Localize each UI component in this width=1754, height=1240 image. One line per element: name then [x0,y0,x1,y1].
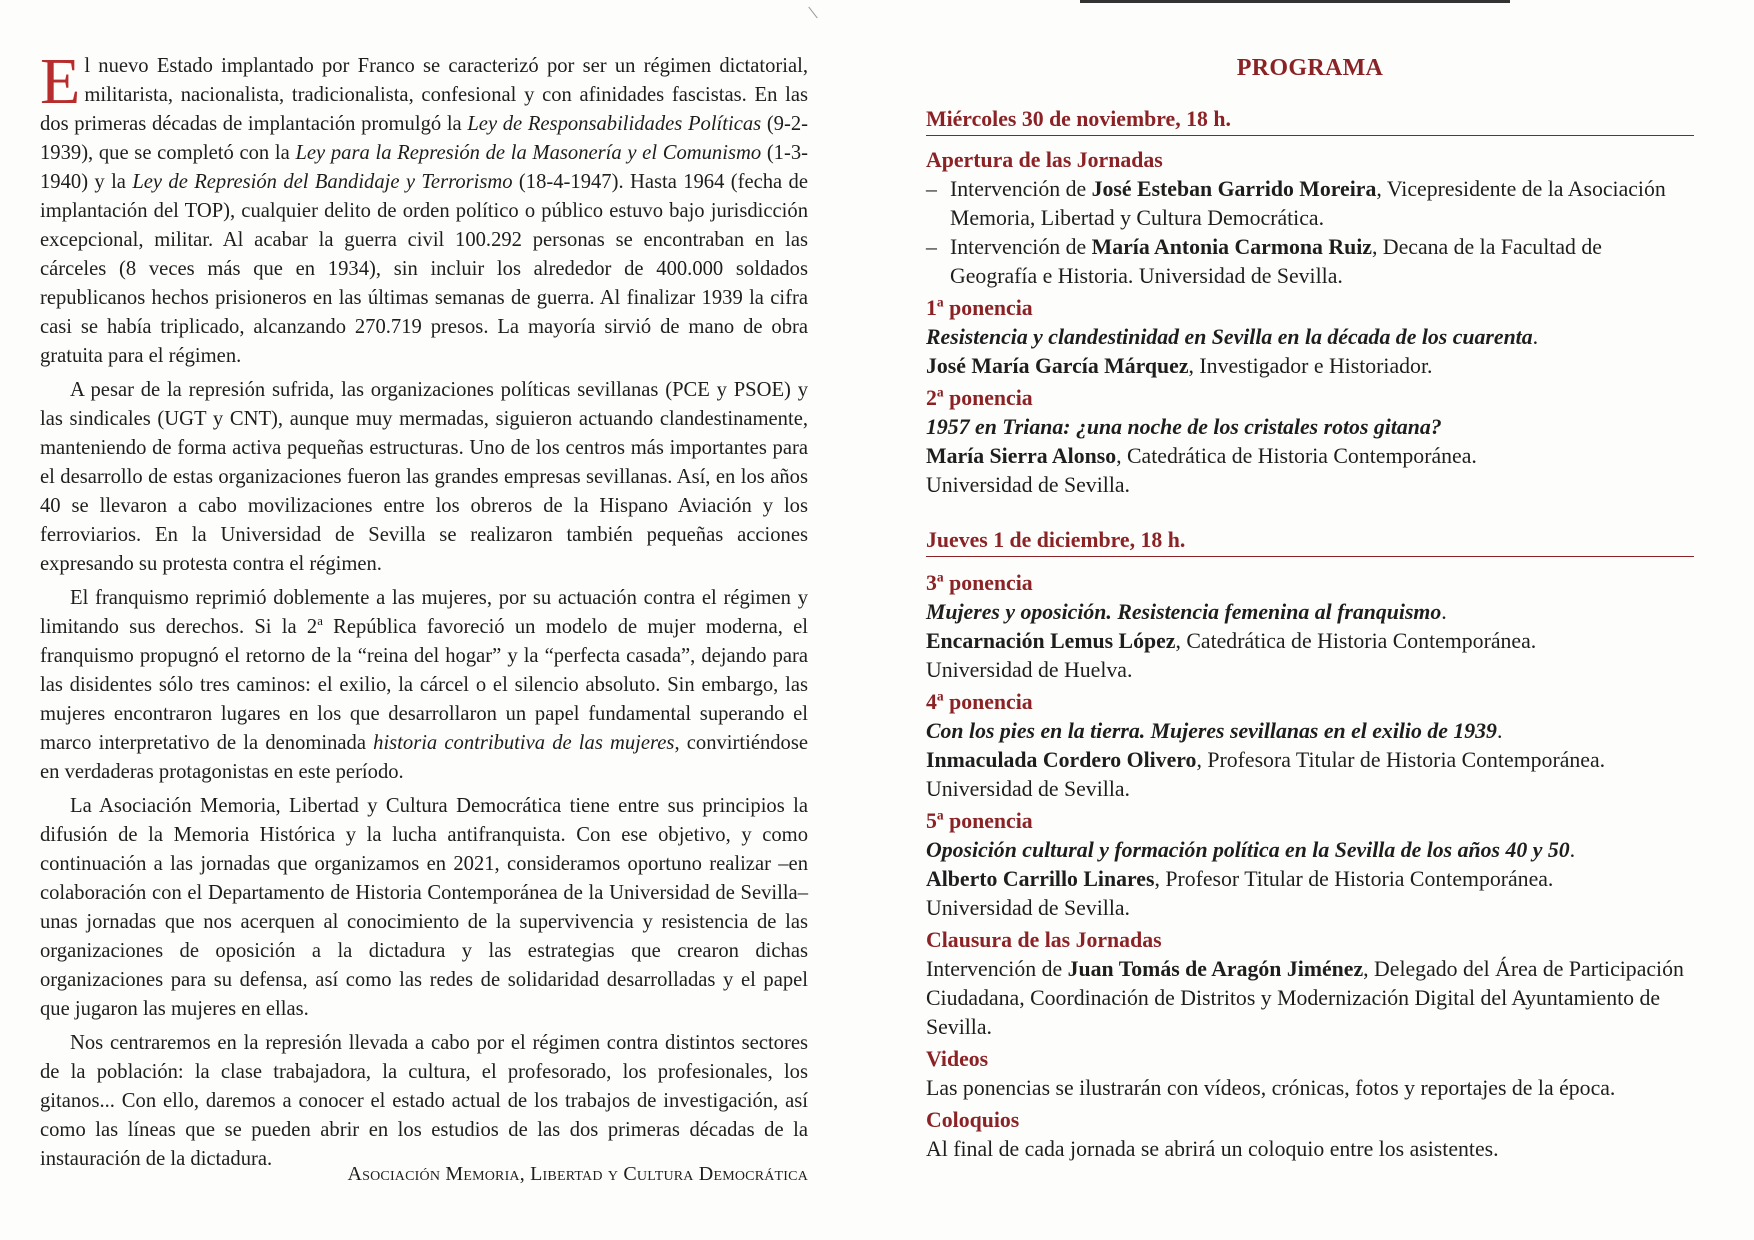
coloquios-section [926,1106,1694,1164]
videos-text: Las ponencias se ilustrarán con vídeos, crónicas, fotos y reportajes de la época. [926,1076,1616,1100]
apertura-item [926,175,1694,233]
text-run: José Esteban Garrido Moreira [1091,177,1377,201]
ponencia-affiliation: Universidad de Sevilla. [926,896,1130,920]
text-run: (1-3-1940) y la [40,142,808,193]
ponencia-title: Mujeres y oposición. Resistencia femenina al franquismo. [926,600,1447,624]
clausura-heading: Clausura de las Jornadas [926,928,1162,952]
ponencia-speaker: José María García Márquez, Investigador e Historiador. [926,354,1433,378]
intro-text-column [40,45,809,1179]
ponencia-title: Con los pies en la tierra. Mujeres sevillanas en el exilio de 1939. [926,719,1503,743]
text-run: La Asociación Memoria, Libertad y Cultura Democrática tiene entre sus principios la difusión de la Memoria Histórica y la lucha antifranquista. Con ese objetivo, y como continuación a las jornadas que organizamos en 2021, consideramos oportuno realizar –en colaboración con el Departamento de Historia Contemporánea de la Universidad de Sevilla– unas jornadas que nos acerquen al conocimiento de la supervivencia y resistencia de las organizaciones de oposición a la dictadura y las estrategias que crearon dichas organizaciones para su defensa, así como las redes de solidaridad desarrolladas y el papel que jugaron las mujeres en ellas. [40,795,808,1020]
text-run: l nuevo Estado implantado por Franco se caracterizó por ser un régimen dictatorial, militarista, nacionalista, tradicionalista, confesional y con afinidades fascistas. En las dos primeras décadas de implantación promulgó la [40,55,808,135]
dash-bullet: – [926,235,937,259]
text-run: A pesar de la represión sufrida, las organizaciones políticas sevillanas (PCE y PSOE) y las sindicales (UGT y CNT), aunque muy mermadas, siguieron actuando clandestinamente, manteniendo de forma activa pequeñas estructuras. Uno de los centros más importantes para el desarrollo de estas organizaciones fueron las grandes empresas sevillanas. Así, en los años 40 se llevaron a cabo movilizaciones entre los obreros de la Hispano Aviación y los ferroviarios. En la Universidad de Sevilla se realizaron también pequeñas acciones expresando su protesta contra el régimen. [40,379,808,575]
program-title: PROGRAMA [1236,55,1384,81]
text-run: (18-4-1947). Hasta 1964 (fecha de implantación del TOP), cualquier delito de orden político o público estuvo bajo jurisdicción excepcional, militar. Al acabar la guerra civil 100.292 personas se encontraban en las cárceles (8 veces más que en 1934), sin incluir los alrededor de 400.000 soldados republicanos hechos prisioneros en las últimas semanas de guerra. Al finalizar 1939 la cifra casi se había triplicado, alcanzando 270.719 presos. La mayoría sirvió de mano de obra gratuita para el régimen. [40,171,808,367]
apertura-section [926,146,1694,291]
text-run: María Antonia Carmona Ruiz [1091,235,1372,259]
text-run: Intervención de [950,177,1092,201]
ponencia-affiliation: Universidad de Huelva. [926,658,1133,682]
ponencia-2 [926,384,1694,500]
program-column [926,54,1694,1167]
ponencia-speaker: María Sierra Alonso, Catedrática de Historia Contemporánea. [926,444,1477,468]
ponencia-affiliation: Universidad de Sevilla. [926,473,1130,497]
clausura-text: Intervención de Juan Tomás de Aragón Jiménez, Delegado del Área de Participación Ciudadana, Coordinación de Distritos y Modernización Digital del Ayuntamiento de Sevilla. [926,957,1684,1039]
text-run: Ley de Responsabilidades Políticas [467,113,762,135]
text-run: , Decana de la Facultad de Geografía e Historia. Universidad de Sevilla. [950,235,1602,288]
day-heading-1: Miércoles 30 de noviembre, 18 h. [926,105,1694,136]
fold-mark [808,7,817,19]
clausura-section [926,926,1694,1042]
text-run: República favoreció un modelo de mujer moderna, el franquismo propugnó el retorno de la “reina del hogar” y la “perfecta casada”, dejando para las disidentes sólo tres caminos: el exilio, la cárcel o el silencio absoluto. Sin embargo, las mujeres encontraron lugares en los que desarrollaron un papel fundamental superando el marco interpretativo de la denominada [40,616,809,754]
text-run: Ley para la Represión de la Masonería y el Comunismo [295,142,762,164]
top-edge-rule [1080,0,1510,3]
text-run: Intervención de [950,235,1092,259]
day-heading-2: Jueves 1 de diciembre, 18 h. [926,526,1694,557]
apertura-heading: Apertura de las Jornadas [926,148,1163,172]
ponencia-title: Resistencia y clandestinidad en Sevilla en la década de los cuarenta. [926,325,1539,349]
intro-paragraph-4 [40,792,808,1024]
intro-paragraph-2 [40,376,808,579]
ponencia-heading: 5$^a$ ponencia [926,807,1033,833]
ponencia-speaker: Alberto Carrillo Linares, Profesor Titular de Historia Contemporánea. [926,867,1554,891]
ponencia-heading: 1$^a$ ponencia [926,294,1033,320]
ponencia-5 [926,807,1694,923]
ponencia-heading: 4$^a$ ponencia [926,688,1033,714]
text-run: Ley de Represión del Bandidaje y Terrorismo [132,171,513,193]
text-run: a [317,614,323,629]
ponencia-speaker: Inmaculada Cordero Olivero, Profesora Titular de Historia Contemporánea. [926,748,1606,772]
text-run: (9-2-1939), que se completó con la [40,113,808,164]
intro-paragraph-1 [40,45,808,371]
intro-paragraph-3 [40,584,808,787]
ponencia-title: Oposición cultural y formación política en la Sevilla de los años 40 y 50. [926,838,1576,862]
ponencia-heading: 2$^a$ ponencia [926,384,1033,410]
dash-bullet: – [926,177,937,201]
text-run: , Vicepresidente de la Asociación Memoria, Libertad y Cultura Democrática. [950,177,1666,230]
drop-cap: E [40,45,81,118]
coloquios-text: Al final de cada jornada se abrirá un coloquio entre los asistentes. [926,1137,1499,1161]
ponencia-3 [926,569,1694,685]
apertura-item [926,233,1694,291]
videos-section [926,1045,1694,1103]
signature: Asociación Memoria, Libertad y Cultura Democrática [347,1163,808,1185]
ponencia-affiliation: Universidad de Sevilla. [926,777,1130,801]
ponencia-4 [926,688,1694,804]
ponencia-speaker: Encarnación Lemus López, Catedrática de Historia Contemporánea. [926,629,1537,653]
ponencia-1 [926,294,1694,381]
text-run: El franquismo reprimió doblemente a las mujeres, por su actuación contra el régimen y limitando sus derechos. Si la 2 [40,587,808,638]
intro-paragraph-5 [40,1029,808,1174]
videos-heading: Videos [926,1047,989,1071]
ponencia-heading: 3$^a$ ponencia [926,569,1033,595]
coloquios-heading: Coloquios [926,1108,1020,1132]
ponencia-title: 1957 en Triana: ¿una noche de los cristales rotos gitana? [926,415,1442,439]
text-run: Nos centraremos en la represión llevada a cabo por el régimen contra distintos sectores de la población: la clase trabajadora, la cultura, el profesorado, los profesionales, los gitanos... Con ello, daremos a conocer el estado actual de los trabajos de investigación, así como las líneas que se pueden abrir en los estudios de las dos primeras décadas de la instauración de la dictadura. [40,1032,808,1170]
text-run: historia contributiva de las mujeres [373,732,675,754]
text-run: , convirtiéndose en verdaderas protagonistas en este período. [40,732,809,783]
